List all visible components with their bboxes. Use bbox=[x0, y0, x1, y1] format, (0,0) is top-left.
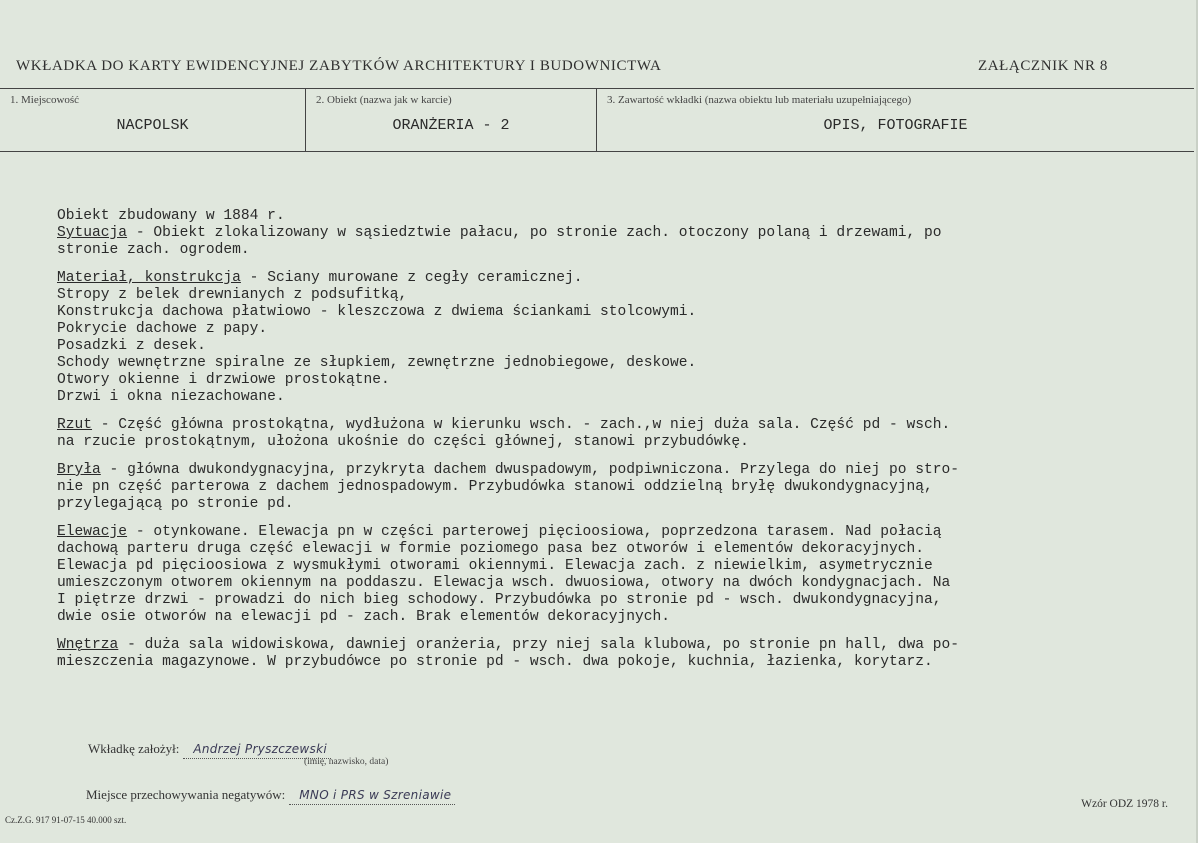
form-title: WKŁADKA DO KARTY EWIDENCYJNEJ ZABYTKÓW ARCHITEKTURY I BUDOWNICTWA bbox=[16, 58, 662, 74]
section-heading: Wnętrza bbox=[57, 637, 119, 653]
field-locality bbox=[0, 89, 305, 151]
field-locality-label: 1. Miejscowość bbox=[10, 94, 80, 106]
signature-text: Andrzej Pryszczewski bbox=[193, 742, 327, 756]
section-heading: Bryła bbox=[57, 462, 101, 478]
print-code: Cz.Z.G. 917 91-07-15 40.000 szt. bbox=[5, 815, 127, 825]
section-heading: Rzut bbox=[57, 417, 93, 433]
paragraph-plan bbox=[57, 417, 1137, 451]
negatives-storage-row bbox=[86, 786, 455, 805]
text-line: nie pn część parterowa z dachem jednospadowym. Przybudówka stanowi oddzielną bryłę dwukondygnacyjną, bbox=[57, 479, 933, 495]
paragraph-interiors bbox=[57, 637, 1137, 671]
paragraph-elevations bbox=[57, 524, 1137, 626]
text-line: Drzwi i okna niezachowane. bbox=[57, 389, 285, 405]
signature-caption: (imię, nazwisko, data) bbox=[304, 757, 389, 767]
text-line: Posadzki z desek. bbox=[57, 338, 206, 354]
annex-number: ZAŁĄCZNIK NR 8 bbox=[977, 58, 1108, 74]
text-line: Schody wewnętrzne spiralne ze słupkiem, zewnętrzne jednobiegowe, deskowe. bbox=[57, 355, 697, 371]
storage-text: MNO i PRS w Szreniawie bbox=[299, 788, 452, 802]
text-line: Pokrycie dachowe z papy. bbox=[57, 321, 268, 337]
paragraph-materials bbox=[57, 270, 1137, 406]
text-line: I piętrze drzwi - prowadzi do nich bieg schodowy. Przybudówka po stronie pd - wsch. dwukondygnacyjna, bbox=[57, 592, 942, 608]
text-line: Elewacja pd pięcioosiowa z wysmukłymi otworami okiennymi. Elewacja zach. z niewielkim, asymetrycznie bbox=[57, 558, 933, 574]
description-text bbox=[57, 208, 1137, 682]
paragraph-dating bbox=[57, 208, 1137, 259]
text-line: na rzucie prostokątnym, ułożona ukośnie do części głównej, stanowi przybudówkę. bbox=[57, 434, 749, 450]
text-line bbox=[57, 225, 1137, 242]
text-line: Stropy z belek drewnianych z podsufitką, bbox=[57, 287, 408, 303]
section-heading: Materiał, konstrukcja bbox=[57, 270, 241, 286]
text-span: - duża sala widowiskowa, dawniej oranżeria, przy niej sala klubowa, po stronie pn hall, dwa po- bbox=[118, 637, 960, 653]
field-contents bbox=[596, 89, 1194, 151]
header-fields bbox=[0, 88, 1194, 152]
text-line bbox=[57, 637, 1137, 654]
field-locality-value: NACPOLSK bbox=[116, 117, 189, 134]
text-line: dwie osie otworów na elewacji pd - zach. Brak elementów dekoracyjnych. bbox=[57, 609, 671, 625]
negatives-storage-label: Miejsce przechowywania negatywów: bbox=[86, 787, 286, 802]
text-span: - otynkowane. Elewacja pn w części parterowej pięcioosiowa, poprzedzona tarasem. Nad połacią bbox=[127, 524, 942, 540]
text-line bbox=[57, 270, 1137, 287]
text-line bbox=[57, 462, 1137, 479]
created-by-row bbox=[88, 740, 331, 759]
field-contents-value: OPIS, FOTOGRAFIE bbox=[823, 117, 968, 134]
text-span: - Część główna prostokątna, wydłużona w kierunku wsch. - zach.,w niej duża sala. Część pd - wsch. bbox=[92, 417, 951, 433]
text-line: Otwory okienne i drzwiowe prostokątne. bbox=[57, 372, 390, 388]
text-line bbox=[57, 417, 1137, 434]
text-span: - Sciany murowane z cegły ceramicznej. bbox=[240, 270, 583, 286]
text-span: - główna dwukondygnacyjna, przykryta dachem dwuspadowym, podpiwniczona. Przylega do niej po stro- bbox=[100, 462, 960, 478]
text-line bbox=[57, 524, 1137, 541]
section-heading: Sytuacja bbox=[57, 225, 128, 241]
text-line: umieszczonym otworem okiennym na poddaszu. Elewacja wsch. dwuosiowa, otwory na dwóch kondygnacjach. Na bbox=[57, 575, 951, 591]
field-object-value: ORANŻERIA - 2 bbox=[392, 117, 510, 134]
template-code: Wzór ODZ 1978 r. bbox=[1081, 798, 1168, 810]
text-line: stronie zach. ogrodem. bbox=[57, 242, 250, 258]
section-heading: Elewacje bbox=[57, 524, 128, 540]
text-line: Konstrukcja dachowa płatwiowo - kleszczowa z dwiema ściankami stolcowymi. bbox=[57, 304, 697, 320]
text-span: - Obiekt zlokalizowany w sąsiedztwie pałacu, po stronie zach. otoczony polaną i drzewami, po bbox=[127, 225, 942, 241]
field-object-label: 2. Obiekt (nazwa jak w karcie) bbox=[316, 94, 452, 106]
text-line: przylegającą po stronie pd. bbox=[57, 496, 294, 512]
field-contents-label: 3. Zawartość wkładki (nazwa obiektu lub materiału uzupełniającego) bbox=[607, 94, 912, 106]
field-object bbox=[305, 89, 596, 151]
negatives-storage-value bbox=[289, 786, 455, 805]
text-line: Obiekt zbudowany w 1884 r. bbox=[57, 208, 285, 224]
text-line: mieszczenia magazynowe. W przybudówce po stronie pd - wsch. dwa pokoje, kuchnia, łazienka, korytarz. bbox=[57, 654, 933, 670]
text-line: dachową parteru druga część elewacji w formie poziomego pasa bez otworów i elementów dekoracyjnych. bbox=[57, 541, 925, 557]
created-by-label: Wkładkę założył: bbox=[88, 741, 180, 756]
paragraph-massing bbox=[57, 462, 1137, 513]
